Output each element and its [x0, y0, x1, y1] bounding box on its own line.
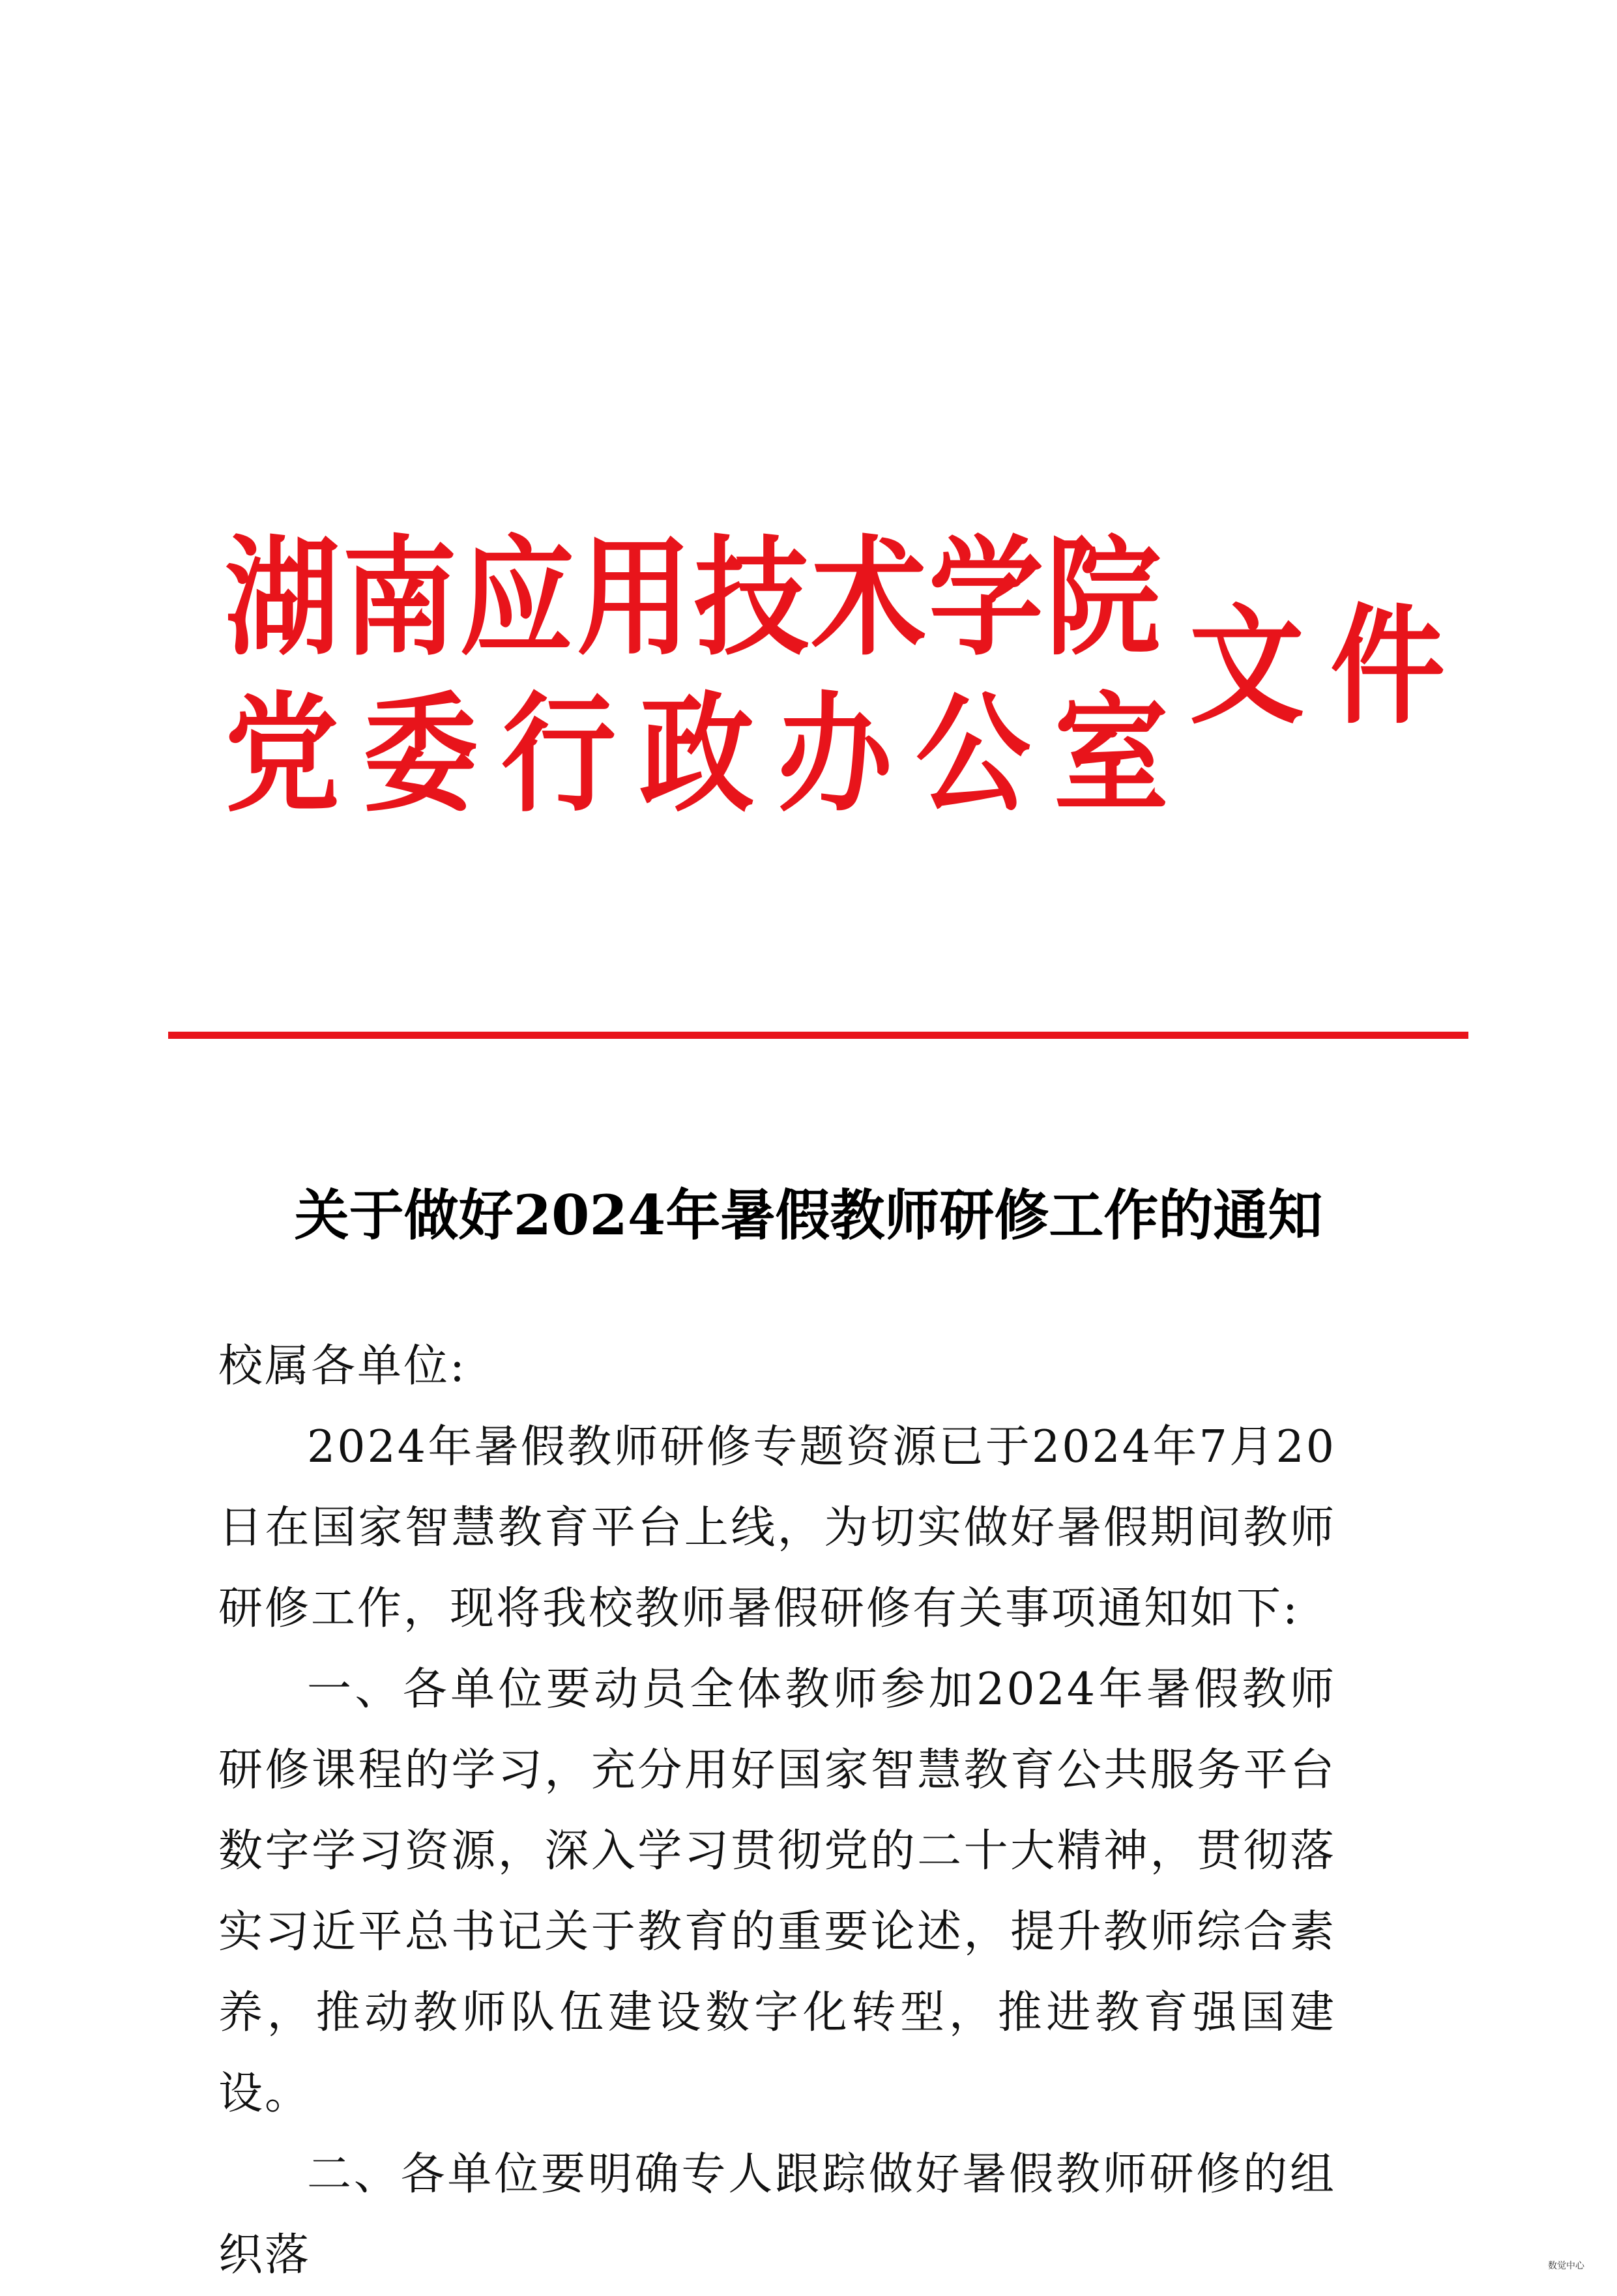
- body-paragraph-item-2: 二、各单位要明确专人跟踪做好暑假教师研修的组织落: [218, 2149, 1336, 2281]
- red-letterhead: [225, 521, 1472, 834]
- letterhead-org-line2: 党委行政办公室: [225, 678, 1193, 830]
- letterhead-document-label: 文件: [1189, 590, 1472, 742]
- body-paragraph-intro: 2024年暑假教师研修专题资源已于2024年7月20日在国家智慧教育平台上线，为切实做好暑假期间教师研修工作，现将我校教师暑假研修有关事项通知如下:: [218, 1421, 1336, 1635]
- footer-watermark: 数觉中心: [1548, 2261, 1584, 2271]
- letterhead-org-line1: 湖南应用技术学院: [225, 522, 1164, 673]
- body-paragraph-item-1: 一、各单位要动员全体教师参加2024年暑假教师研修课程的学习，充分用好国家智慧教育公共服务平台数字学习资源，深入学习贯彻党的二十大精神，贯彻落实习近平总书记关于教育的重要论述，提升教师综合素养，推动教师队伍建设数字化转型，推进教育强国建设。: [218, 1664, 1336, 2119]
- salutation: 校属各单位:: [218, 1341, 467, 1392]
- red-separator-line: [168, 1032, 1468, 1039]
- document-body: [218, 1326, 1336, 2296]
- document-title: 关于做好2024年暑假教师研修工作的通知: [294, 1183, 1323, 1247]
